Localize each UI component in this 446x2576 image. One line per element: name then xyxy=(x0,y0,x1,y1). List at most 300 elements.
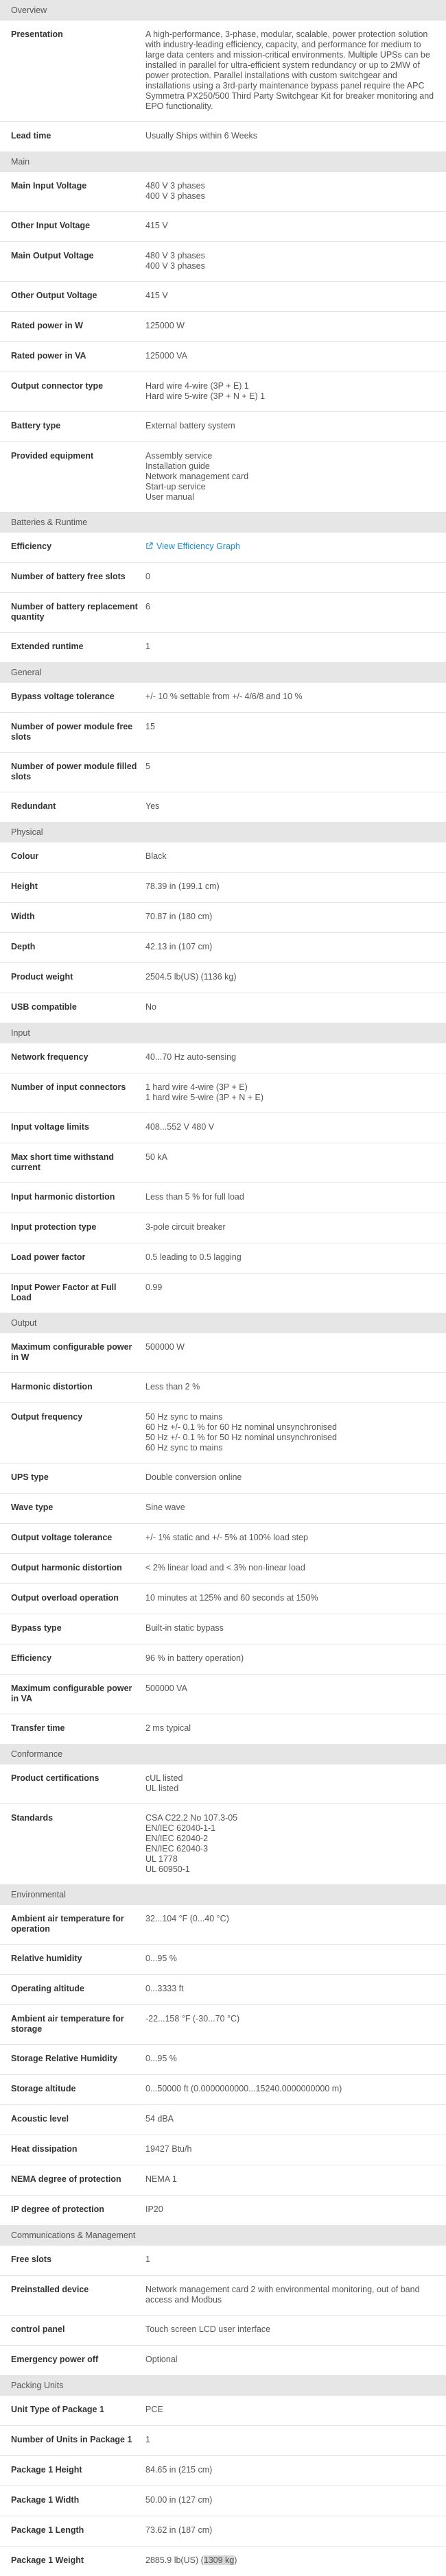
spec-row xyxy=(0,1975,446,2005)
value-line: 84.65 in (215 cm) xyxy=(145,2465,213,2475)
spec-value xyxy=(145,2255,446,2265)
spec-row xyxy=(0,842,446,873)
spec-row xyxy=(0,792,446,822)
spec-label: Output connector type xyxy=(11,381,104,391)
value-line: No xyxy=(145,1002,156,1012)
value-line: Hard wire 4-wire (3P + E) 1 xyxy=(145,381,249,391)
spec-label: Ambient air temperature for operation xyxy=(11,1914,124,1934)
spec-value xyxy=(145,1192,446,1203)
spec-row xyxy=(0,1714,446,1744)
spec-label: Presentation xyxy=(11,29,63,39)
spec-label: Output overload operation xyxy=(11,1593,119,1603)
spec-label: Product weight xyxy=(11,972,73,982)
value-line: Assembly service xyxy=(145,451,213,461)
spec-label: NEMA degree of protection xyxy=(11,2174,121,2184)
spec-value xyxy=(145,1122,446,1133)
selected-text: 1309 kg xyxy=(203,2555,235,2565)
value-line: 50.00 in (127 cm) xyxy=(145,2495,213,2505)
value-line: 0...95 % xyxy=(145,1954,177,1963)
spec-label: Number of power module filled slots xyxy=(11,762,137,781)
spec-row xyxy=(0,2346,446,2375)
section-header: Batteries & Runtime xyxy=(0,512,446,533)
value-line: cUL listed xyxy=(145,1773,183,1783)
spec-value xyxy=(145,2084,446,2095)
spec-row xyxy=(0,1243,446,1274)
section-body xyxy=(0,1043,446,1313)
spec-label: USB compatible xyxy=(11,1002,77,1012)
spec-label: Network frequency xyxy=(11,1052,89,1062)
value-line: 500000 VA xyxy=(145,1684,187,1693)
value-line: Black xyxy=(145,851,167,861)
value-line: Usually Ships within 6 Weeks xyxy=(145,131,258,141)
spec-value xyxy=(145,131,446,142)
value-line: 50 Hz sync to mains xyxy=(145,1412,223,1422)
spec-label: Other Output Voltage xyxy=(11,291,97,300)
value-line: 415 V xyxy=(145,291,168,300)
section-header: Packing Units xyxy=(0,2375,446,2396)
spec-label: Efficiency xyxy=(11,542,52,551)
link-label: View Efficiency Graph xyxy=(156,542,240,551)
spec-label: Package 1 Weight xyxy=(11,2555,84,2565)
spec-value xyxy=(145,29,446,112)
spec-label: Number of battery replacement quantity xyxy=(11,602,138,622)
spec-label: Storage altitude xyxy=(11,2084,76,2093)
section-body xyxy=(0,172,446,512)
value-line: 42.13 in (107 cm) xyxy=(145,942,213,951)
spec-row xyxy=(0,2246,446,2276)
value-line: EN/IEC 62040-1-1 xyxy=(145,1823,216,1833)
value-line: 0 xyxy=(145,572,150,581)
spec-value xyxy=(145,2144,446,2155)
section-header: Output xyxy=(0,1313,446,1333)
spec-value xyxy=(145,1684,446,1704)
spec-label: Colour xyxy=(11,851,39,861)
spec-value xyxy=(145,1653,446,1664)
section-body xyxy=(0,683,446,822)
value-line: 0...50000 ft (0.0000000000...15240.0000000000 m) xyxy=(145,2084,342,2093)
value-line: NEMA 1 xyxy=(145,2174,177,2184)
value-line: 1 xyxy=(145,2435,150,2444)
spec-row xyxy=(0,1945,446,1975)
spec-row xyxy=(0,1494,446,1524)
section-header: Overview xyxy=(0,0,446,21)
value-line: 32...104 °F (0...40 °C) xyxy=(145,1914,229,1923)
spec-value xyxy=(145,2324,446,2335)
spec-label: Number of input connectors xyxy=(11,1082,126,1092)
value-line: 1 xyxy=(145,2255,150,2264)
spec-value xyxy=(145,1984,446,1995)
value-line: 480 V 3 phases xyxy=(145,251,205,260)
value-line: EN/IEC 62040-3 xyxy=(145,1844,209,1854)
spec-value xyxy=(145,972,446,983)
spec-value xyxy=(145,2114,446,2125)
value-line: Start-up service xyxy=(145,482,206,491)
value-line: 50 Hz +/- 0.1 % for 50 Hz nominal unsynchronised xyxy=(145,1433,337,1442)
value-line: EN/IEC 62040-2 xyxy=(145,1834,209,1843)
spec-value xyxy=(145,2555,446,2566)
spec-row xyxy=(0,342,446,372)
spec-row xyxy=(0,2316,446,2346)
spec-label: Transfer time xyxy=(11,1723,65,1733)
spec-value xyxy=(145,692,446,703)
spec-row xyxy=(0,442,446,512)
spec-row xyxy=(0,2135,446,2165)
spec-label: Output voltage tolerance xyxy=(11,1533,113,1542)
spec-value xyxy=(145,572,446,583)
spec-row xyxy=(0,1584,446,1614)
spec-label: Preinstalled device xyxy=(11,2285,89,2294)
spec-row xyxy=(0,242,446,282)
spec-row xyxy=(0,1043,446,1073)
spec-row xyxy=(0,2045,446,2075)
spec-row xyxy=(0,713,446,753)
value-line: 40...70 Hz auto-sensing xyxy=(145,1052,237,1062)
value-line: 3-pole circuit breaker xyxy=(145,1222,226,1232)
value-line: CSA C22.2 No 107.3-05 xyxy=(145,1813,238,1823)
spec-value xyxy=(145,2525,446,2536)
value-line: Hard wire 5-wire (3P + N + E) 1 xyxy=(145,391,266,401)
spec-value xyxy=(145,912,446,923)
section-header: General xyxy=(0,662,446,683)
spec-label: Lead time xyxy=(11,131,51,141)
spec-row xyxy=(0,633,446,662)
spec-value xyxy=(145,1623,446,1634)
spec-label: Depth xyxy=(11,942,36,951)
spec-value xyxy=(145,602,446,622)
value-line: 125000 W xyxy=(145,321,185,330)
value-line: External battery system xyxy=(145,421,235,430)
spec-value xyxy=(145,942,446,953)
value-line: 408...552 V 480 V xyxy=(145,1122,215,1132)
value-line: -22...158 °F (-30...70 °C) xyxy=(145,2014,240,2024)
spec-value xyxy=(145,1954,446,1965)
spec-value xyxy=(145,1593,446,1604)
value-line: 0...3333 ft xyxy=(145,1984,184,1993)
spec-label: Relative humidity xyxy=(11,1954,82,1963)
spec-value xyxy=(145,2054,446,2065)
spec-label: Bypass type xyxy=(11,1623,62,1633)
spec-row xyxy=(0,1463,446,1494)
value-line: Less than 2 % xyxy=(145,1382,200,1392)
value-line: 78.39 in (199.1 cm) xyxy=(145,882,220,891)
spec-value xyxy=(145,1412,446,1453)
section-header: Physical xyxy=(0,822,446,842)
value-line: 2 ms typical xyxy=(145,1723,191,1733)
spec-label: Efficiency xyxy=(11,1653,52,1663)
spec-value xyxy=(145,2495,446,2506)
spec-row xyxy=(0,2516,446,2547)
spec-row xyxy=(0,1073,446,1113)
spec-value xyxy=(145,291,446,302)
value-line: A high-performance, 3-phase, modular, scalable, power protection solution with industry-leading efficiency, capacity, and performance for medium to large data centers and mission-critical environments. Multiple UPSs can be installed in parallel for ultra-efficient system redundancy or up to 2MW of power protection. Parallel installations with custom switchgear and installations using a 3rd-party maintenance bypass panel require the APC Symmetra PX250/500 Third Party Switchgear Kit for breaker monitoring and EPO functionality. xyxy=(145,29,434,111)
spec-row xyxy=(0,2005,446,2045)
spec-row xyxy=(0,1804,446,1884)
value-line: 0.99 xyxy=(145,1283,163,1292)
spec-row xyxy=(0,2276,446,2316)
value-line: 400 V 3 phases xyxy=(145,261,205,271)
spec-value xyxy=(145,882,446,892)
section-body xyxy=(0,1764,446,1884)
spec-label: Output frequency xyxy=(11,1412,83,1422)
spec-label: IP degree of protection xyxy=(11,2204,104,2214)
spec-value xyxy=(145,251,446,271)
spec-row xyxy=(0,1333,446,1373)
spec-value xyxy=(145,2014,446,2034)
spec-row xyxy=(0,2426,446,2456)
spec-label: UPS type xyxy=(11,1472,49,1482)
value-line: 0.5 leading to 0.5 lagging xyxy=(145,1252,242,1262)
spec-value xyxy=(145,2465,446,2476)
spec-value xyxy=(145,221,446,232)
value-line: Network management card xyxy=(145,472,249,481)
value-line: +/- 1% static and +/- 5% at 100% load step xyxy=(145,1533,308,1542)
spec-value xyxy=(145,1342,446,1363)
section-body xyxy=(0,1905,446,2225)
spec-row xyxy=(0,1403,446,1463)
spec-row xyxy=(0,2075,446,2105)
spec-value xyxy=(145,451,446,502)
spec-value xyxy=(145,1563,446,1574)
spec-row xyxy=(0,1524,446,1554)
value-line: User manual xyxy=(145,492,194,502)
spec-row xyxy=(0,1764,446,1804)
spec-row xyxy=(0,282,446,312)
spec-value xyxy=(145,2174,446,2185)
value-line: 400 V 3 phases xyxy=(145,191,205,201)
spec-label: Wave type xyxy=(11,1503,54,1512)
spec-row xyxy=(0,312,446,342)
spec-row xyxy=(0,1554,446,1584)
value-line: Sine wave xyxy=(145,1503,185,1512)
section-body xyxy=(0,533,446,662)
spec-row xyxy=(0,753,446,792)
spec-value xyxy=(145,1152,446,1173)
spec-row xyxy=(0,873,446,903)
spec-row xyxy=(0,933,446,963)
section-header: Communications & Management xyxy=(0,2225,446,2246)
spec-value xyxy=(145,2285,446,2305)
spec-value xyxy=(145,1082,446,1103)
spec-row xyxy=(0,963,446,993)
spec-label: Other Input Voltage xyxy=(11,221,91,230)
value-line: 480 V 3 phases xyxy=(145,181,205,191)
spec-value xyxy=(145,1723,446,1734)
value-line: UL 60950-1 xyxy=(145,1864,190,1874)
spec-value xyxy=(145,1382,446,1393)
spec-label: Package 1 Height xyxy=(11,2465,82,2475)
value-line: IP20 xyxy=(145,2204,163,2214)
section-header: Conformance xyxy=(0,1744,446,1764)
spec-label: Number of Units in Package 1 xyxy=(11,2435,132,2444)
spec-value xyxy=(145,1052,446,1063)
spec-row xyxy=(0,2396,446,2426)
spec-label: Ambient air temperature for storage xyxy=(11,2014,124,2034)
value-line: 125000 VA xyxy=(145,351,187,361)
value-line: UL listed xyxy=(145,1784,179,1793)
efficiency-graph-link[interactable] xyxy=(145,542,240,551)
value-line: 10 minutes at 125% and 60 seconds at 150% xyxy=(145,1593,318,1603)
spec-label: Bypass voltage tolerance xyxy=(11,692,115,701)
spec-row xyxy=(0,2196,446,2225)
spec-row xyxy=(0,412,446,442)
spec-label: Free slots xyxy=(11,2255,52,2264)
spec-label: Main Output Voltage xyxy=(11,251,94,260)
spec-value xyxy=(145,1252,446,1263)
value-line: 50 kA xyxy=(145,1152,167,1162)
value-line: UL 1778 xyxy=(145,1854,178,1864)
section-body xyxy=(0,842,446,1023)
spec-label: Standards xyxy=(11,1813,54,1823)
value-line: Double conversion online xyxy=(145,1472,242,1482)
spec-label: Load power factor xyxy=(11,1252,86,1262)
spec-value xyxy=(145,2435,446,2446)
value-line: 60 Hz sync to mains xyxy=(145,1443,223,1453)
spec-label: Output harmonic distortion xyxy=(11,1563,122,1572)
value-line: Less than 5 % for full load xyxy=(145,1192,244,1202)
spec-label: Operating altitude xyxy=(11,1984,84,1993)
spec-label: Package 1 Width xyxy=(11,2495,80,2505)
value-line: 1 xyxy=(145,642,150,651)
value-line: 96 % in battery operation) xyxy=(145,1653,244,1663)
spec-value xyxy=(145,181,446,202)
spec-value xyxy=(145,722,446,742)
spec-label: Rated power in W xyxy=(11,321,83,330)
spec-label: Emergency power off xyxy=(11,2355,99,2364)
value-line: Yes xyxy=(145,801,160,811)
spec-row xyxy=(0,683,446,713)
spec-row xyxy=(0,1183,446,1213)
value-line: Installation guide xyxy=(145,461,210,471)
spec-row xyxy=(0,172,446,212)
spec-label: Unit Type of Package 1 xyxy=(11,2405,104,2414)
spec-label: Max short time withstand current xyxy=(11,1152,115,1172)
spec-row xyxy=(0,2547,446,2576)
spec-value xyxy=(145,351,446,362)
spec-row xyxy=(0,212,446,242)
section-body xyxy=(0,21,446,151)
value-line: 1 hard wire 5-wire (3P + N + E) xyxy=(145,1093,264,1102)
spec-label: Main Input Voltage xyxy=(11,181,87,191)
value-line: Touch screen LCD user interface xyxy=(145,2324,271,2334)
value-line: 54 dBA xyxy=(145,2114,174,2124)
value-line: 70.87 in (180 cm) xyxy=(145,912,213,921)
spec-label: Storage Relative Humidity xyxy=(11,2054,117,2063)
spec-label: Harmonic distortion xyxy=(11,1382,93,1392)
spec-value xyxy=(145,2355,446,2366)
spec-label: Product certifications xyxy=(11,1773,99,1783)
value-line: < 2% linear load and < 3% non-linear load xyxy=(145,1563,305,1572)
value-line: 19427 Btu/h xyxy=(145,2144,192,2154)
spec-label: control panel xyxy=(11,2324,65,2334)
spec-value xyxy=(145,1813,446,1875)
spec-value xyxy=(145,1472,446,1483)
spec-row xyxy=(0,122,446,151)
external-link-icon xyxy=(145,542,153,550)
spec-label: Width xyxy=(11,912,35,921)
spec-row xyxy=(0,1113,446,1143)
spec-value xyxy=(145,1773,446,1794)
spec-value xyxy=(145,642,446,653)
spec-value xyxy=(145,1533,446,1544)
spec-label: Provided equipment xyxy=(11,451,94,461)
spec-label: Maximum configurable power in VA xyxy=(11,1684,132,1703)
spec-row xyxy=(0,593,446,633)
spec-value xyxy=(145,1222,446,1233)
spec-label: Input protection type xyxy=(11,1222,97,1232)
spec-label: Input Power Factor at Full Load xyxy=(11,1283,117,1302)
section-header: Input xyxy=(0,1023,446,1043)
spec-label: Input voltage limits xyxy=(11,1122,89,1132)
spec-label: Heat dissipation xyxy=(11,2144,78,2154)
value-line: 6 xyxy=(145,602,150,611)
spec-value xyxy=(145,1914,446,1934)
spec-label: Battery type xyxy=(11,421,61,430)
section-body xyxy=(0,1333,446,1744)
spec-row xyxy=(0,563,446,593)
spec-value xyxy=(145,801,446,812)
spec-value xyxy=(145,2204,446,2215)
value-line: 415 V xyxy=(145,221,168,230)
value-line: PCE xyxy=(145,2405,163,2414)
spec-row xyxy=(0,993,446,1023)
spec-value xyxy=(145,851,446,862)
spec-row xyxy=(0,1905,446,1945)
spec-value xyxy=(145,1283,446,1303)
spec-label: Number of power module free slots xyxy=(11,722,133,742)
spec-row xyxy=(0,1373,446,1403)
spec-label: Maximum configurable power in W xyxy=(11,1342,132,1362)
value-line: Built-in static bypass xyxy=(145,1623,224,1633)
value-line: Network management card 2 with environmental monitoring, out of band access and Modbus xyxy=(145,2285,420,2305)
spec-row xyxy=(0,2165,446,2196)
spec-row xyxy=(0,1274,446,1313)
section-body xyxy=(0,2246,446,2375)
value-line: 5 xyxy=(145,762,150,771)
spec-label: Extended runtime xyxy=(11,642,84,651)
value-line: 500000 W xyxy=(145,1342,185,1352)
value-line: 1 hard wire 4-wire (3P + E) xyxy=(145,1082,248,1092)
spec-row xyxy=(0,1143,446,1183)
section-header: Main xyxy=(0,151,446,172)
spec-value xyxy=(145,2405,446,2416)
section-header: Environmental xyxy=(0,1884,446,1905)
value-line: 60 Hz +/- 0.1 % for 60 Hz nominal unsynchronised xyxy=(145,1422,337,1432)
spec-row xyxy=(0,1213,446,1243)
spec-label: Package 1 Length xyxy=(11,2525,84,2535)
spec-value xyxy=(145,421,446,432)
spec-label: Number of battery free slots xyxy=(11,572,126,581)
spec-row xyxy=(0,2105,446,2135)
spec-row xyxy=(0,1614,446,1644)
spec-value xyxy=(145,1503,446,1514)
spec-label: Rated power in VA xyxy=(11,351,86,361)
value-line: +/- 10 % settable from +/- 4/6/8 and 10 % xyxy=(145,692,303,701)
value-line: 73.62 in (187 cm) xyxy=(145,2525,213,2535)
value-line: 15 xyxy=(145,722,155,731)
spec-value xyxy=(145,1002,446,1013)
spec-row xyxy=(0,2456,446,2486)
value-line: 0...95 % xyxy=(145,2054,177,2063)
spec-label: Acoustic level xyxy=(11,2114,69,2124)
spec-value xyxy=(145,381,446,402)
spec-row xyxy=(0,1644,446,1675)
spec-row xyxy=(0,903,446,933)
value-line: Optional xyxy=(145,2355,178,2364)
spec-label: Input harmonic distortion xyxy=(11,1192,115,1202)
spec-label: Redundant xyxy=(11,801,56,811)
spec-value xyxy=(145,542,446,552)
section-body xyxy=(0,2396,446,2576)
